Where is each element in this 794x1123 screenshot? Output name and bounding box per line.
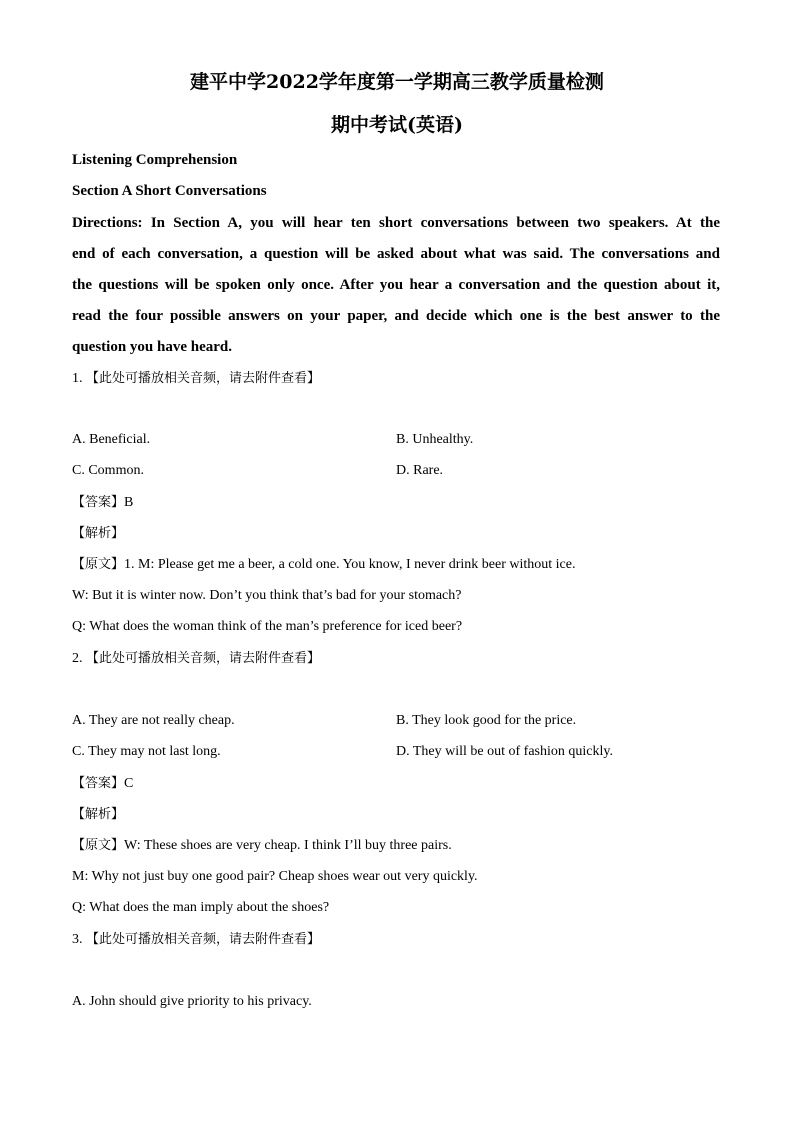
audio-note[interactable]: 【此处可播放相关音频，请去附件查看】 [86, 371, 321, 386]
question-1 [72, 370, 320, 388]
answer-label: 【答案】 [72, 776, 125, 791]
analysis-label: 【解析】 [72, 807, 125, 822]
answer-value: B [124, 495, 134, 510]
option-c[interactable]: C. Common. [72, 463, 144, 478]
transcript-line [72, 837, 452, 855]
document-subtitle: 期中考试(英语) [331, 114, 463, 136]
question-number: 1. [72, 371, 83, 386]
transcript-text: W: These shoes are very cheap. I think I’ll buy three pairs. [124, 838, 452, 853]
directions-line: Directions: In Section A, you will hear ten short conversations between two speakers. At the [72, 215, 720, 231]
answer-line [72, 494, 133, 512]
document-title: 建平中学2022学年度第一学期高三教学质量检测 [190, 71, 604, 93]
section-subheading: Section A Short Conversations [72, 183, 267, 199]
transcript-label: 【原文】 [72, 838, 125, 853]
section-heading: Listening Comprehension [72, 152, 238, 168]
option-c[interactable]: C. They may not last long. [72, 744, 221, 759]
analysis-label: 【解析】 [72, 526, 125, 541]
transcript-line: Q: What does the man imply about the shoes? [72, 900, 330, 915]
answer-line [72, 775, 133, 793]
question-3 [72, 931, 320, 949]
question-number: 2. [72, 651, 83, 666]
audio-note[interactable]: 【此处可播放相关音频，请去附件查看】 [86, 651, 321, 666]
transcript-line: W: But it is winter now. Don’t you think that’s bad for your stomach? [72, 588, 462, 603]
directions-line: end of each conversation, a question will be asked about what was said. The conversations and [72, 246, 720, 262]
directions-line: read the four possible answers on your paper, and decide which one is the best answer to the [72, 308, 720, 324]
option-a[interactable]: A. They are not really cheap. [72, 713, 235, 728]
transcript-label: 【原文】 [72, 557, 125, 572]
directions-line: the questions will be spoken only once. After you hear a conversation and the question about it, [72, 277, 720, 293]
answer-label: 【答案】 [72, 495, 125, 510]
option-d[interactable]: D. Rare. [396, 463, 444, 478]
audio-note[interactable]: 【此处可播放相关音频，请去附件查看】 [86, 932, 321, 947]
option-b[interactable]: B. Unhealthy. [396, 432, 474, 447]
option-b[interactable]: B. They look good for the price. [396, 713, 577, 728]
transcript-line [72, 556, 575, 574]
directions-line: question you have heard. [72, 339, 233, 355]
option-d[interactable]: D. They will be out of fashion quickly. [396, 744, 613, 759]
option-a[interactable]: A. Beneficial. [72, 432, 151, 447]
question-number: 3. [72, 932, 83, 947]
answer-value: C [124, 776, 134, 791]
transcript-line: Q: What does the woman think of the man’s preference for iced beer? [72, 619, 463, 634]
question-2 [72, 650, 320, 668]
option-a[interactable]: A. John should give priority to his privacy. [72, 994, 312, 1009]
transcript-line: M: Why not just buy one good pair? Cheap shoes wear out very quickly. [72, 869, 478, 884]
transcript-text: 1. M: Please get me a beer, a cold one. You know, I never drink beer without ice. [124, 557, 576, 572]
